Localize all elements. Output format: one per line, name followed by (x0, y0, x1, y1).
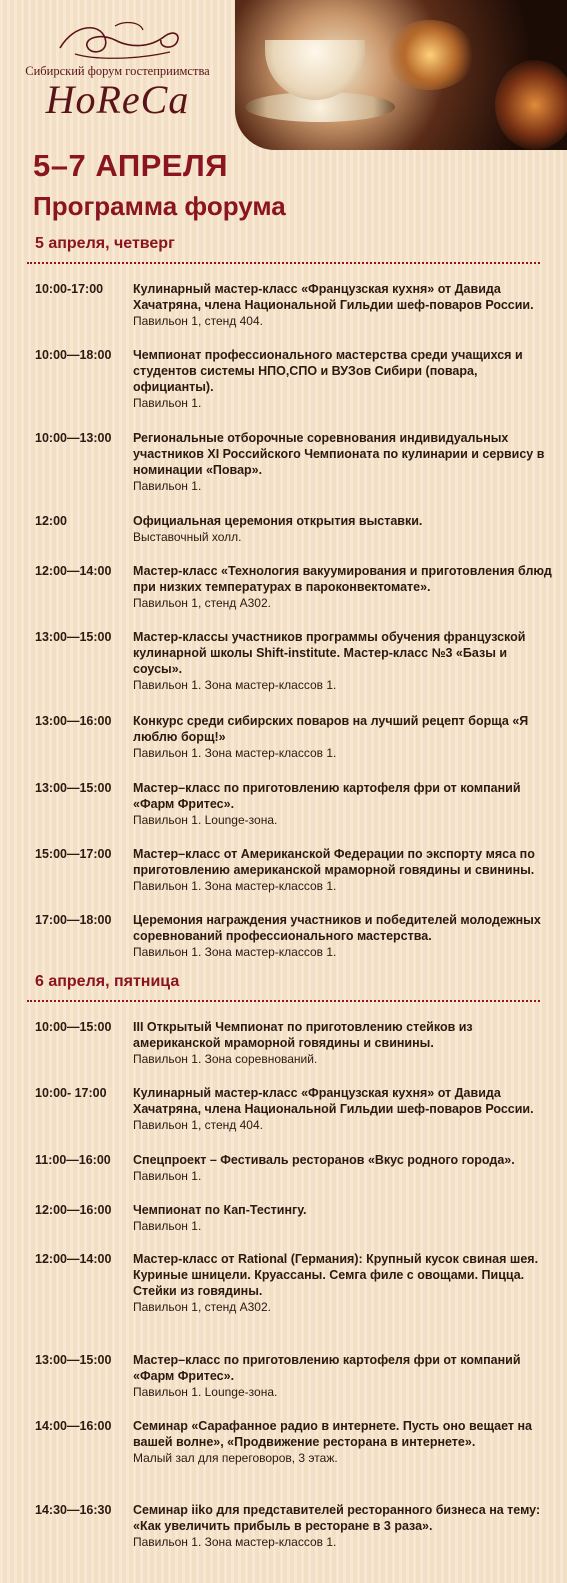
event-time: 15:00—17:00 (35, 847, 112, 861)
day-heading: 6 апреля, пятница (35, 973, 180, 990)
event-title: Чемпионат по Кап-Тестингу. (133, 1203, 307, 1217)
divider (27, 1000, 540, 1002)
event-time: 13:00—15:00 (35, 630, 112, 644)
event-time: 14:30—16:30 (35, 1503, 112, 1517)
event-place: Павильон 1. Зона мастер-классов 1. (133, 746, 337, 760)
divider (27, 262, 540, 264)
event-time: 10:00- 17:00 (35, 1086, 107, 1100)
event-place: Павильон 1, стенд А302. (133, 596, 271, 610)
program-title: Программа форума (33, 191, 286, 221)
event-title: III Открытый Чемпионат по приготовлению стейков из американской мраморной говядины и свинины. (133, 1020, 473, 1050)
header (0, 0, 567, 150)
event-title: Конкурс среди сибирских поваров на лучший рецепт борща «Я люблю борщ!» (133, 714, 529, 744)
event-place: Павильон 1. (133, 479, 202, 493)
event-title: Мастер-классы участников программы обучения французской кулинарной школы Shift-institute. Мастер-класс №3 «Базы и соусы». (133, 630, 526, 676)
event-time: 12:00—14:00 (35, 564, 112, 578)
event-time: 12:00—14:00 (35, 1252, 112, 1266)
event-place: Павильон 1. Lounge-зона. (133, 813, 278, 827)
event-time: 10:00—13:00 (35, 431, 112, 445)
event-place: Павильон 1. Зона мастер-классов 1. (133, 945, 337, 959)
header-photo (235, 0, 567, 150)
event-dates: 5–7 АПРЕЛЯ (33, 148, 228, 183)
event-title: Мастер–класс по приготовлению картофеля фри от компаний «Фарм Фритес». (133, 781, 521, 811)
event-title: Мастер–класс от Американской Федерации по экспорту мяса по приготовлению американской мраморной говядины и свинины. (133, 847, 535, 877)
event-place: Павильон 1. Зона соревнований. (133, 1052, 318, 1066)
event-title: Региональные отборочные соревнования индивидуальных участников XI Российского Чемпионата по кулинарии и сервису в номинации «Повар». (133, 431, 545, 477)
logo-subtitle: Сибирский форум гостеприимства (25, 64, 210, 78)
event-title: Чемпионат профессионального мастерства среди учащихся и студентов системы НПО,СПО и ВУЗов Сибири (повара, официанты). (133, 348, 523, 394)
logo[interactable] (0, 0, 235, 150)
event-time: 13:00—16:00 (35, 714, 112, 728)
event-place: Павильон 1. Зона мастер-классов 1. (133, 879, 337, 893)
event-time: 10:00-17:00 (35, 282, 104, 296)
event-title: Официальная церемония открытия выставки. (133, 514, 423, 528)
event-time: 14:00—16:00 (35, 1419, 112, 1433)
event-title: Церемония награждения участников и победителей молодежных соревнований профессионального мастерства. (133, 913, 541, 943)
event-time: 11:00—16:00 (35, 1153, 111, 1167)
event-title: Спецпроект – Фестиваль ресторанов «Вкус родного города». (133, 1153, 515, 1167)
event-place: Выставочный холл. (133, 530, 242, 544)
event-title: Мастер-класс «Технология вакуумирования и приготовления блюд при низких температурах в пароконвектомате». (133, 564, 552, 594)
event-place: Павильон 1, стенд 404. (133, 1118, 263, 1132)
event-place: Павильон 1, стенд 404. (133, 314, 263, 328)
event-time: 12:00—16:00 (35, 1203, 112, 1217)
event-place: Павильон 1. Зона мастер-классов 1. (133, 678, 337, 692)
event-place: Павильон 1. Зона мастер-классов 1. (133, 1535, 337, 1549)
event-place: Малый зал для переговоров, 3 этаж. (133, 1451, 338, 1465)
event-time: 13:00—15:00 (35, 1353, 112, 1367)
event-place: Павильон 1. Lounge-зона. (133, 1385, 278, 1399)
event-title: Семинар «Сарафанное радио в интернете. Пусть оно вещает на вашей волне», «Продвижение ресторана в интернете». (133, 1419, 533, 1449)
event-time: 12:00 (35, 514, 67, 528)
event-place: Павильон 1. (133, 396, 202, 410)
event-title: Мастер-класс от Rational (Германия): Крупный кусок свиная шея. Куриные шницели. Круассаны. Семга филе с овощами. Пицца. Стейки из говядины. (133, 1252, 539, 1298)
event-title: Кулинарный мастер-класс «Французская кухня» от Давида Хачатряна, члена Национальной Гильдии шеф-поваров России. (133, 1086, 534, 1116)
event-time: 10:00—18:00 (35, 348, 112, 362)
event-place: Павильон 1. (133, 1219, 202, 1233)
logo-swirl-icon (55, 18, 185, 64)
event-title: Мастер–класс по приготовлению картофеля фри от компаний «Фарм Фритес». (133, 1353, 521, 1383)
event-time: 10:00—15:00 (35, 1020, 112, 1034)
event-place: Павильон 1, стенд А302. (133, 1300, 271, 1314)
event-time: 17:00—18:00 (35, 913, 112, 927)
event-time: 13:00—15:00 (35, 781, 112, 795)
event-title: Кулинарный мастер-класс «Французская кухня» от Давида Хачатряна, члена Национальной Гильдии шеф-поваров России. (133, 282, 534, 312)
event-title: Семинар iiko для представителей ресторанного бизнеса на тему: «Как увеличить прибыль в ресторане в 3 раза». (133, 1503, 541, 1533)
logo-title: HoReCa (45, 77, 190, 122)
day-heading: 5 апреля, четверг (35, 235, 175, 252)
event-place: Павильон 1. (133, 1169, 202, 1183)
